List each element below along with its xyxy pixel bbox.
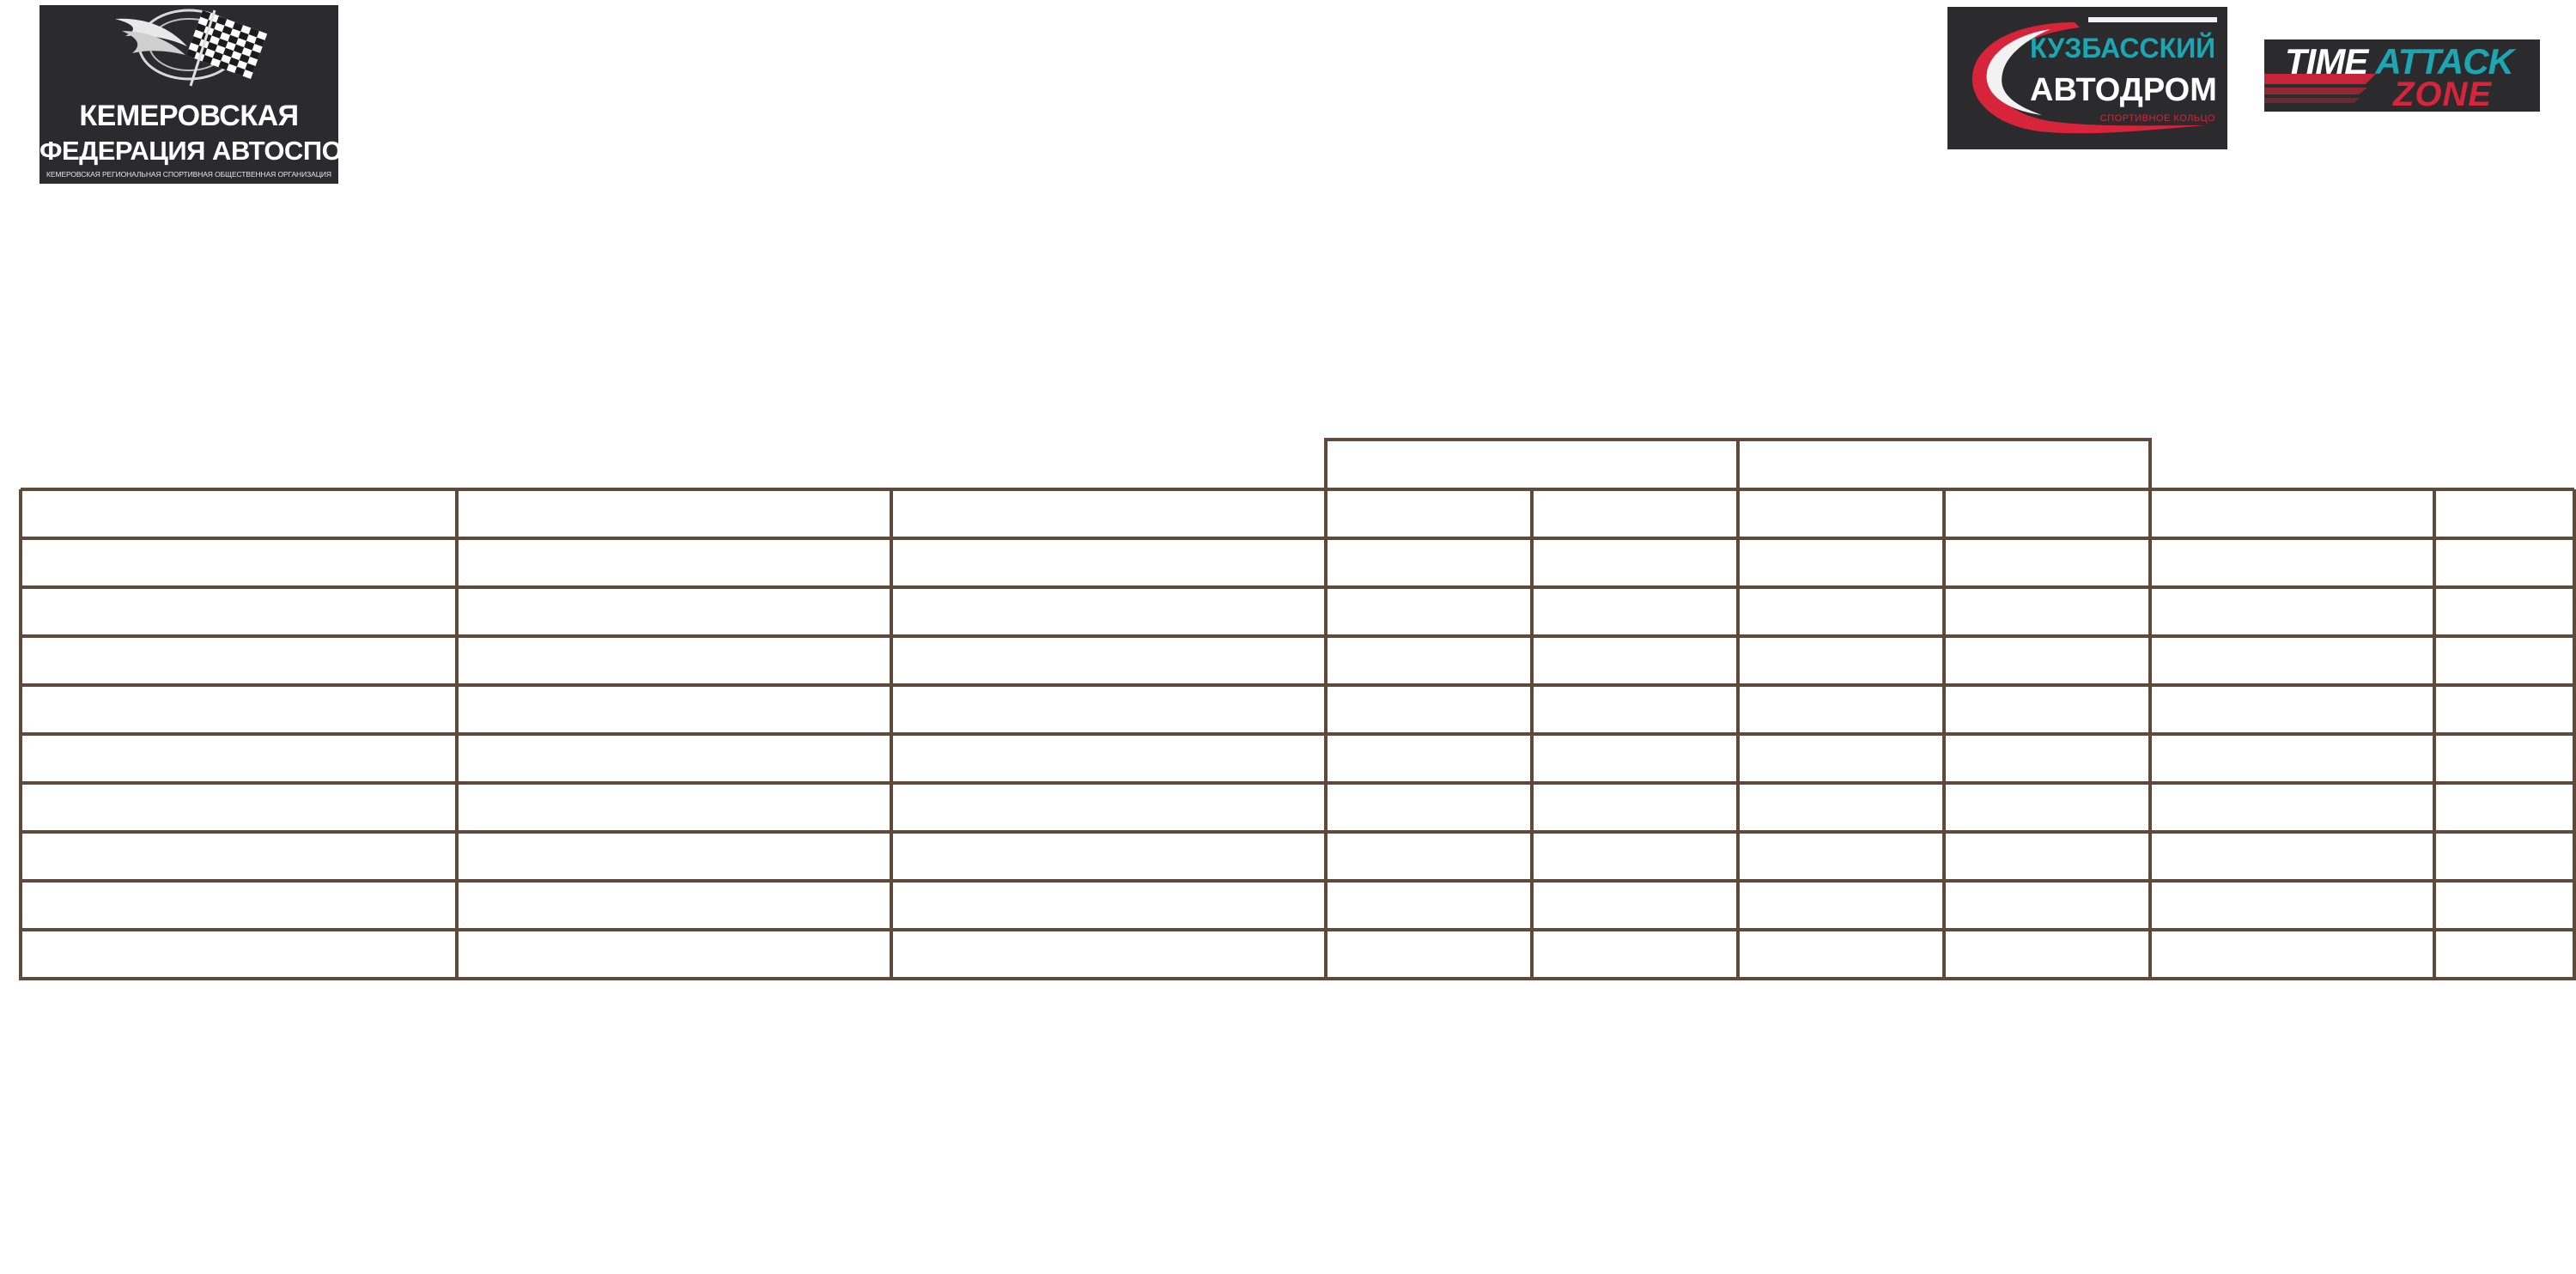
table-cell: [1326, 636, 1532, 685]
table-cell: [1738, 538, 1944, 587]
table-cell: [1326, 685, 1532, 734]
table-cell: [21, 783, 457, 832]
table-cell: [2150, 783, 2434, 832]
table-cell: [457, 832, 891, 881]
table-cell: [891, 734, 1326, 783]
table-column-header: [2150, 489, 2434, 538]
table-cell: [457, 636, 891, 685]
table-cell: [1532, 538, 1738, 587]
kfa-logo-line1: КЕМЕРОВСКАЯ: [79, 100, 299, 132]
kuzbass-logo-line2: АВТОДРОМ: [2030, 72, 2217, 108]
table-cell: [21, 587, 457, 636]
table-cell: [1738, 734, 1944, 783]
kfa-logo: [39, 5, 392, 184]
time-attack-word2: ATTACK: [2375, 41, 2513, 82]
table-cell: [1532, 587, 1738, 636]
table-cell: [1944, 538, 2150, 587]
table-group-header: [1326, 440, 1738, 489]
table-column-header: [1738, 489, 1944, 538]
table-cell: [1532, 930, 1738, 979]
table-cell: [1944, 881, 2150, 930]
table-cell: [457, 930, 891, 979]
table-cell: [1532, 832, 1738, 881]
table-cell: [2434, 685, 2574, 734]
table-cell: [21, 636, 457, 685]
table-cell: [1326, 881, 1532, 930]
table-column-header: [1944, 489, 2150, 538]
table-cell: [1532, 881, 1738, 930]
table-cell: [2434, 587, 2574, 636]
table-cell: [1738, 783, 1944, 832]
table-column-header: [21, 489, 457, 538]
table-cell: [1738, 685, 1944, 734]
table-cell: [2434, 783, 2574, 832]
table-cell: [1326, 734, 1532, 783]
table-cell: [21, 832, 457, 881]
table-cell: [1738, 881, 1944, 930]
table-cell: [457, 538, 891, 587]
table-cell: [2434, 881, 2574, 930]
table-cell: [1326, 783, 1532, 832]
table-cell: [2434, 734, 2574, 783]
table-cell: [891, 832, 1326, 881]
table-cell: [891, 636, 1326, 685]
table-cell: [891, 538, 1326, 587]
table-cell: [1738, 636, 1944, 685]
table-cell: [1532, 783, 1738, 832]
table-cell: [21, 538, 457, 587]
winged-checkered-flag-icon: [39, 5, 338, 98]
table-cell: [1944, 832, 2150, 881]
table-cell: [2150, 538, 2434, 587]
table-cell: [457, 734, 891, 783]
table-cell: [2150, 930, 2434, 979]
table-cell: [2434, 930, 2574, 979]
table-column-header: [2434, 489, 2574, 538]
table-cell: [457, 587, 891, 636]
table-column-header: [891, 489, 1326, 538]
table-column-header: [1532, 489, 1738, 538]
table-cell: [2150, 881, 2434, 930]
table-cell: [21, 685, 457, 734]
table-cell: [1532, 685, 1738, 734]
table-cell: [21, 930, 457, 979]
table-cell: [1532, 734, 1738, 783]
table-cell: [1944, 930, 2150, 979]
time-attack-word3: ZONE: [2393, 76, 2493, 113]
table-cell: [1944, 587, 2150, 636]
table-cell: [891, 587, 1326, 636]
kfa-logo-subtitle: КЕМЕРОВСКАЯ РЕГИОНАЛЬНАЯ СПОРТИВНАЯ ОБЩЕСТВЕННАЯ ОРГАНИЗАЦИЯ: [46, 170, 331, 179]
table-cell: [1738, 832, 1944, 881]
table-cell: [1326, 587, 1532, 636]
table-cell: [891, 685, 1326, 734]
table-cell: [2434, 538, 2574, 587]
table-cell: [1738, 930, 1944, 979]
kuzbass-autodrome-logo: [1947, 7, 2227, 149]
table-cell: [2150, 685, 2434, 734]
table-cell: [1944, 734, 2150, 783]
table-cell: [1532, 636, 1738, 685]
kfa-logo-line2: ФЕДЕРАЦИЯ АВТОСПОРТА: [39, 136, 392, 166]
table-cell: [2150, 734, 2434, 783]
table-column-header: [1326, 489, 1532, 538]
table-column-header: [457, 489, 891, 538]
table-cell: [1738, 587, 1944, 636]
table-cell: [457, 685, 891, 734]
table-cell: [1944, 636, 2150, 685]
table-cell: [1326, 930, 1532, 979]
table-group-header: [1738, 440, 2150, 489]
table-cell: [2434, 636, 2574, 685]
table-cell: [891, 881, 1326, 930]
table-cell: [2434, 832, 2574, 881]
table-cell: [1326, 538, 1532, 587]
table-cell: [891, 930, 1326, 979]
table-cell: [457, 783, 891, 832]
kuzbass-logo-line3: СПОРТИВНОЕ КОЛЬЦО: [2099, 113, 2215, 124]
table-cell: [2150, 636, 2434, 685]
time-attack-zone-logo: [2264, 39, 2540, 112]
table-cell: [1944, 783, 2150, 832]
table-cell: [891, 783, 1326, 832]
table-cell: [2150, 832, 2434, 881]
table-cell: [21, 881, 457, 930]
table-cell: [1326, 832, 1532, 881]
kuzbass-logo-line1: КУЗБАССКИЙ: [2030, 33, 2216, 64]
table-cell: [21, 734, 457, 783]
table-cell: [2150, 587, 2434, 636]
table-cell: [457, 881, 891, 930]
table-cell: [1944, 685, 2150, 734]
time-attack-word1: TIME: [2285, 41, 2368, 82]
